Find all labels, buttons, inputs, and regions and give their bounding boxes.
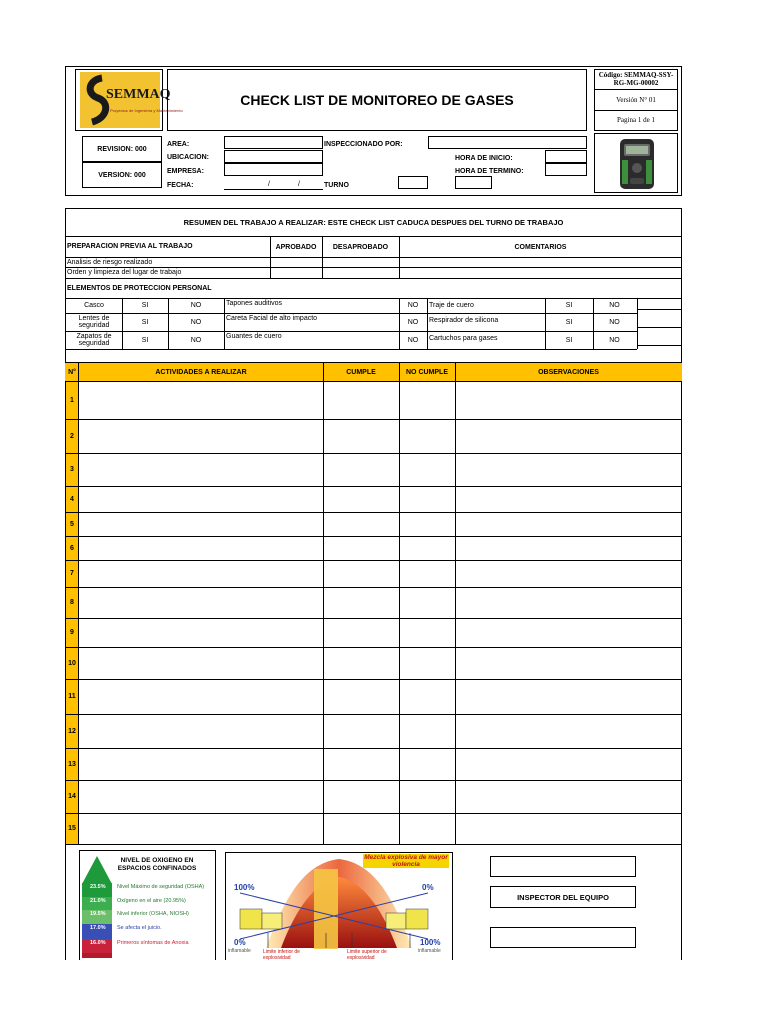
nocumple-cell[interactable] <box>400 748 455 780</box>
empresa-label: EMPRESA: <box>167 168 204 175</box>
fecha-field[interactable] <box>224 189 323 190</box>
explosive-right-top: 0% <box>422 883 434 892</box>
document-code: Código: SEMMAQ-SSY-RG-MG-00002 <box>598 71 674 87</box>
epp-no-mid[interactable]: NO <box>407 336 419 344</box>
epp-item-left: Zapatos de seguridad <box>76 333 112 347</box>
activity-cell[interactable] <box>79 714 323 748</box>
col-activities-header: ACTIVIDADES A REALIZAR <box>155 368 247 376</box>
row-number: 2 <box>70 432 74 440</box>
epp-item-left: Casco <box>84 302 104 309</box>
explosive-left-bottom: 0% <box>234 938 246 947</box>
svg-text:SEMMAQ: SEMMAQ <box>106 87 171 102</box>
epp-no-mid[interactable]: NO <box>407 318 419 326</box>
version-line: Versión N° 01 <box>616 96 656 104</box>
observaciones-cell[interactable] <box>456 512 682 536</box>
nocumple-cell[interactable] <box>400 382 455 419</box>
row-number: 12 <box>68 727 76 735</box>
observaciones-cell[interactable] <box>456 618 682 647</box>
empresa-field[interactable] <box>224 163 323 176</box>
cumple-cell[interactable] <box>324 813 399 844</box>
hora-inicio-field[interactable] <box>545 150 587 163</box>
nocumple-cell[interactable] <box>400 679 455 714</box>
oxygen-level-label: Nivel inferior (OSHA, NIOSH) <box>117 911 189 917</box>
nocumple-cell[interactable] <box>400 813 455 844</box>
activity-cell[interactable] <box>79 560 323 587</box>
row-number: 5 <box>70 520 74 528</box>
oxygen-level-label: Se afecta el juicio. <box>117 925 162 931</box>
revision-label: REVISION: 000 <box>97 145 147 153</box>
observaciones-cell[interactable] <box>456 382 682 419</box>
epp-title: ELEMENTOS DE PROTECCION PERSONAL <box>67 285 212 292</box>
epp-item-right: Traje de cuero <box>429 302 474 309</box>
row-number: 8 <box>70 599 74 606</box>
oxygen-level-label: Primeros síntomas de Anoxia <box>117 940 189 946</box>
gas-monitor-icon <box>612 136 662 191</box>
cumple-cell[interactable] <box>324 618 399 647</box>
hora-termino-field[interactable] <box>545 163 587 176</box>
observaciones-cell[interactable] <box>456 748 682 780</box>
ubicacion-label: UBICACION: <box>167 154 209 161</box>
epp-no-right[interactable]: NO <box>609 318 620 326</box>
col-nocumple-header: NO CUMPLE <box>406 368 448 376</box>
row-number: 14 <box>68 793 76 800</box>
oxygen-level-value: 16.0% <box>90 940 106 946</box>
observaciones-cell[interactable] <box>456 714 682 748</box>
ubicacion-field[interactable] <box>224 150 323 163</box>
observaciones-cell[interactable] <box>456 679 682 714</box>
row-number: 11 <box>68 693 76 700</box>
epp-yes-right[interactable]: SI <box>565 302 573 309</box>
oxygen-level-label: Nivel Máximo de seguridad (OSHA) <box>117 884 205 890</box>
prep-item-2: Orden y limpieza del lugar de trabajo <box>67 269 182 276</box>
epp-item-left: Lentes de seguridad <box>78 315 110 329</box>
observaciones-cell[interactable] <box>456 419 682 453</box>
inspector-top-box[interactable] <box>490 856 636 877</box>
semmaq-logo-icon <box>80 72 183 128</box>
explosive-right-bottom-sub: inflamable <box>418 948 441 954</box>
col-observaciones-header: OBSERVACIONES <box>538 368 599 376</box>
observaciones-cell[interactable] <box>456 453 682 486</box>
turno-label: TURNO <box>324 182 349 189</box>
cumple-cell[interactable] <box>324 679 399 714</box>
inspeccionado-field[interactable] <box>428 136 587 149</box>
page-title: CHECK LIST DE MONITOREO DE GASES <box>240 92 514 108</box>
cumple-cell[interactable] <box>324 587 399 618</box>
epp-yes-left[interactable]: SI <box>141 336 149 344</box>
row-number: 7 <box>70 570 74 577</box>
row-number: 13 <box>68 760 76 768</box>
activity-cell[interactable] <box>79 512 323 536</box>
epp-no-left[interactable]: NO <box>190 302 202 309</box>
nocumple-cell[interactable] <box>400 647 455 679</box>
activity-cell[interactable] <box>79 587 323 618</box>
turno-field[interactable] <box>398 176 428 189</box>
nocumple-cell[interactable] <box>400 512 455 536</box>
row-number: 10 <box>68 659 76 667</box>
oxygen-level-value: 21.0% <box>90 898 106 904</box>
row-number: 6 <box>70 544 74 552</box>
upper-limit-label: Limite superior de explosividad <box>347 949 387 961</box>
inspeccionado-label: INSPECCIONADO POR: <box>324 141 403 148</box>
observaciones-cell[interactable] <box>456 486 682 512</box>
epp-item-mid: Tapones auditivos <box>226 300 283 307</box>
nocumple-cell[interactable] <box>400 714 455 748</box>
page-line: Pagina 1 de 1 <box>617 116 655 124</box>
cumple-cell[interactable] <box>324 560 399 587</box>
cumple-cell[interactable] <box>324 453 399 486</box>
explosive-range-icon <box>226 853 452 960</box>
cumple-cell[interactable] <box>324 486 399 512</box>
epp-yes-left[interactable]: SI <box>141 318 149 326</box>
nocumple-cell[interactable] <box>400 486 455 512</box>
col-cumple-header: CUMPLE <box>346 368 376 376</box>
svg-text:Proyectos de Ingeniería y Mant: Proyectos de Ingeniería y Mantenimiento <box>110 108 183 113</box>
epp-no-right[interactable]: NO <box>609 302 620 309</box>
cumple-cell[interactable] <box>324 780 399 813</box>
activity-cell[interactable] <box>79 780 323 813</box>
row-number: 3 <box>70 466 74 473</box>
epp-no-left[interactable]: NO <box>190 336 202 344</box>
epp-yes-right[interactable]: SI <box>565 318 573 326</box>
cumple-cell[interactable] <box>324 748 399 780</box>
activity-cell[interactable] <box>79 679 323 714</box>
observaciones-cell[interactable] <box>456 560 682 587</box>
area-label: AREA: <box>167 141 190 148</box>
area-field[interactable] <box>224 136 323 149</box>
comentarios-header: COMENTARIOS <box>514 243 567 251</box>
oxygen-level-value: 17.0% <box>90 925 106 931</box>
activity-cell[interactable] <box>79 647 323 679</box>
fecha-slash-2: / <box>298 181 300 188</box>
observaciones-cell[interactable] <box>456 536 682 560</box>
row-number: 1 <box>70 397 74 404</box>
title-box <box>167 69 587 131</box>
version-box <box>82 162 162 188</box>
epp-yes-right[interactable]: SI <box>565 336 573 344</box>
desaprobado-header: DESAPROBADO <box>332 243 389 251</box>
oxygen-level-label: Oxígeno en el aire (20.95%) <box>117 898 186 904</box>
activity-cell[interactable] <box>79 419 323 453</box>
epp-item-mid: Careta Facial de alto impacto <box>226 315 318 322</box>
prep-title: PREPARACION PREVIA AL TRABAJO <box>67 243 193 250</box>
observaciones-cell[interactable] <box>456 780 682 813</box>
epp-no-left[interactable]: NO <box>190 318 202 326</box>
activity-cell[interactable] <box>79 486 323 512</box>
epp-item-right: Cartuchos para gases <box>429 335 498 342</box>
nocumple-cell[interactable] <box>400 419 455 453</box>
gas-monitor-image <box>612 136 662 191</box>
row-number: 9 <box>70 629 74 636</box>
fecha-slash-1: / <box>268 181 270 188</box>
cumple-cell[interactable] <box>324 647 399 679</box>
nocumple-cell[interactable] <box>400 587 455 618</box>
explosive-left-top: 100% <box>234 883 255 892</box>
oxygen-title: NIVEL DE OXIGENO EN ESPACIOS CONFINADOS <box>117 857 197 872</box>
activity-cell[interactable] <box>79 813 323 844</box>
nocumple-cell[interactable] <box>400 618 455 647</box>
nocumple-cell[interactable] <box>400 453 455 486</box>
inspector-label: INSPECTOR DEL EQUIPO <box>517 892 609 902</box>
oxygen-level-value: 19.5% <box>90 911 106 917</box>
explosive-left-bottom-sub: inflamable <box>228 948 251 954</box>
nocumple-cell[interactable] <box>400 560 455 587</box>
epp-no-right[interactable]: NO <box>609 336 620 344</box>
cumple-cell[interactable] <box>324 419 399 453</box>
nocumple-cell[interactable] <box>400 536 455 560</box>
version-label: VERSION: 000 <box>98 171 146 179</box>
summary-title: RESUMEN DEL TRABAJO A REALIZAR: ESTE CHECK LIST CADUCA DESPUES DEL TURNO DE TRABAJO <box>183 217 564 227</box>
observaciones-cell[interactable] <box>456 587 682 618</box>
explosive-banner: Mezcla explosiva de mayor violencia <box>364 854 448 868</box>
cumple-cell[interactable] <box>324 512 399 536</box>
row-number: 15 <box>68 825 76 832</box>
hora-inicio-label: HORA DE INICIO: <box>455 155 513 162</box>
extra-field[interactable] <box>455 176 492 189</box>
inspector-signature-box[interactable] <box>490 927 636 948</box>
epp-item-right: Respirador de silicona <box>429 317 499 324</box>
col-no-header: N° <box>68 368 76 376</box>
fecha-label: FECHA: <box>167 182 194 189</box>
cumple-cell[interactable] <box>324 382 399 419</box>
explosive-right-bottom: 100% <box>420 938 441 947</box>
cumple-cell[interactable] <box>324 536 399 560</box>
hora-termino-label: HORA DE TERMINO: <box>455 168 524 175</box>
lower-limit-label: Limite inferior de explosividad <box>263 949 300 961</box>
activity-cell[interactable] <box>79 748 323 780</box>
activity-cell[interactable] <box>79 382 323 419</box>
oxygen-level-value: 23.5% <box>90 884 106 890</box>
aprobado-header: APROBADO <box>275 243 317 251</box>
epp-no-mid[interactable]: NO <box>407 302 419 309</box>
observaciones-cell[interactable] <box>456 647 682 679</box>
activity-cell[interactable] <box>79 536 323 560</box>
observaciones-cell[interactable] <box>456 813 682 844</box>
row-number: 4 <box>70 495 74 503</box>
inspector-label-box <box>490 886 636 908</box>
activity-cell[interactable] <box>79 618 323 647</box>
cumple-cell[interactable] <box>324 714 399 748</box>
revision-box <box>82 136 162 162</box>
semmaq-logo <box>80 72 183 128</box>
epp-item-mid: Guantes de cuero <box>226 333 282 340</box>
epp-yes-left[interactable]: SI <box>141 302 149 309</box>
activity-cell[interactable] <box>79 453 323 486</box>
prep-item-1: Analisis de riesgo realizado <box>67 259 153 266</box>
nocumple-cell[interactable] <box>400 780 455 813</box>
